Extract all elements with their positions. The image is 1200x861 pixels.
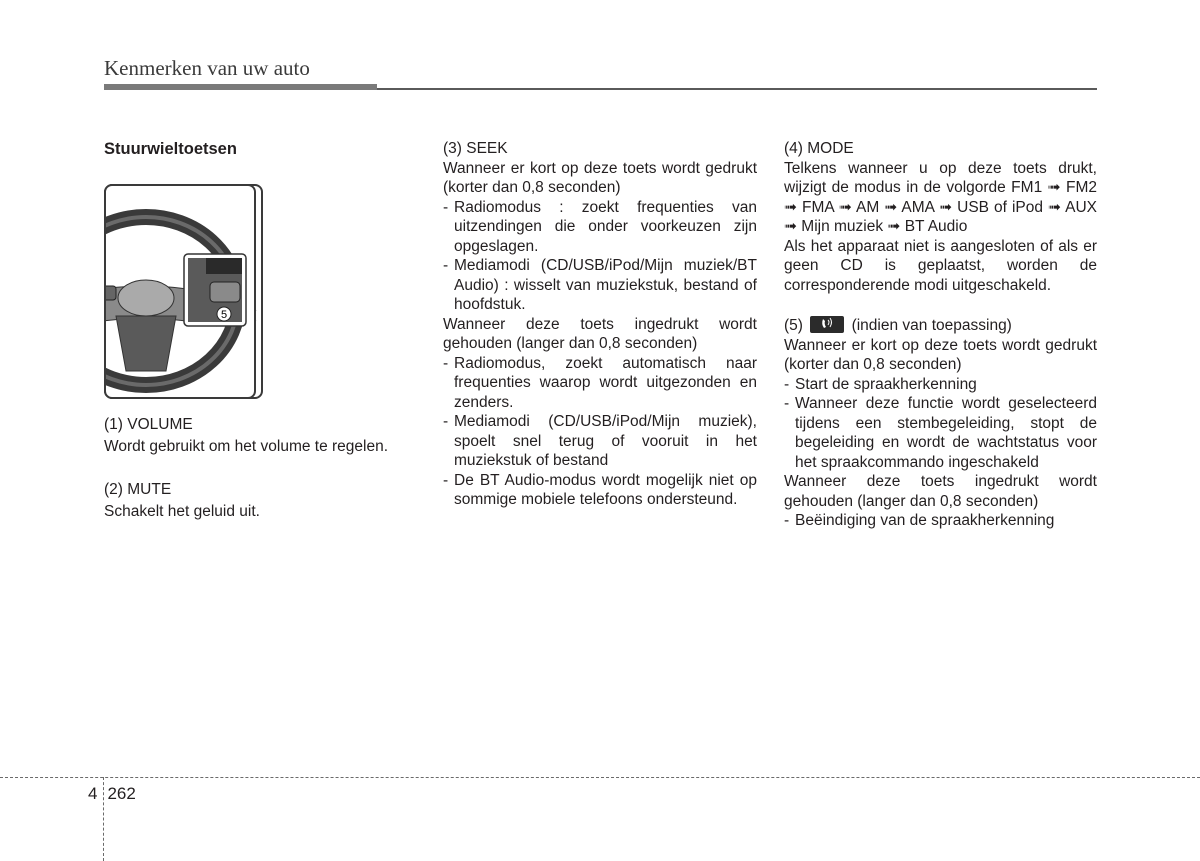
header-rule-thin [377,88,1097,90]
svg-text:5: 5 [220,308,228,321]
mode-text: Telkens wanneer u op deze toets drukt, wijzigt de modus in de volgorde FM1 ➟ FM2 ➟ FMA ➟ AM ➟ AMA ➟ USB of iPod ➟ AUX ➟ Mijn muziek ➟ BT Audio [784,159,1097,235]
figure-right-panel [104,184,256,399]
volume-text: Wordt gebruikt om het volume te regelen. [104,438,389,455]
mode-note: Als het apparaat niet is aangesloten of als er geen CD is geplaatst, worden de corresponderende modi uitgeschakeld. [784,237,1097,294]
list-item: - Radiomodus : zoekt frequenties van uitzendingen die onder voorkeuzen zijn opgeslagen. [443,198,757,255]
mute-text: Schakelt het geluid uit. [104,503,260,520]
section-title: Stuurwieltoetsen [104,140,237,158]
seek-heading: (3) SEEK [443,140,508,157]
chapter-number: 4 [88,784,98,803]
mode-heading: (4) MODE [784,140,854,157]
steering-wheel-figure [104,156,416,371]
seek-short-text: Wanneer er kort op deze toets wordt gedrukt (korter dan 0,8 seconden) [443,159,757,196]
footer-divider [0,777,1200,778]
volume-heading: (1) VOLUME [104,415,193,433]
voice-recognition-icon [810,316,844,333]
mute-heading: (2) MUTE [104,480,172,498]
column-1 [104,140,420,522]
column-2 [443,139,757,510]
list-item: - Mediamodi (CD/USB/iPod/Mijn muziek/BT Audio) : wisselt van muziekstuk, bestand of hoofdstuk. [443,257,757,313]
page-number [88,784,136,804]
page-number-value: 262 [107,784,136,803]
header-rule-thick [104,84,377,90]
list-item: - Radiomodus, zoekt automatisch naar frequenties waarop wordt uitgezonden en zenders. [443,354,757,411]
column-3 [784,139,1097,531]
list-item: - Wanneer deze functie wordt geselecteerd tijdens een stembegeleiding, stopt de begeleiding en wordt de wachtstatus voor het spraakcommando ingeschakeld [784,395,1097,471]
page-header-title: Kenmerken van uw auto [104,56,310,80]
callout-5 [217,307,231,321]
voice-heading: (5) (indien van toepassing) [784,317,1012,334]
list-item: - Mediamodi (CD/USB/iPod/Mijn muziek), spoelt snel terug of vooruit in het muziekstuk of bestand [443,413,757,469]
steering-wheel-illustration [106,186,254,397]
list-item: - Beëindiging van de spraakherkenning [784,512,1055,529]
list-item: - De BT Audio-modus wordt mogelijk niet op sommige mobiele telefoons ondersteund. [443,471,757,508]
voice-short-text: Wanneer er kort op deze toets wordt gedrukt (korter dan 0,8 seconden) [784,336,1097,373]
voice-long-text: Wanneer deze toets ingedrukt wordt gehouden (langer dan 0,8 seconden) [784,473,1097,510]
list-item: - Start de spraakherkenning [784,375,977,393]
seek-long-text: Wanneer deze toets ingedrukt wordt gehouden (langer dan 0,8 seconden) [443,315,757,352]
